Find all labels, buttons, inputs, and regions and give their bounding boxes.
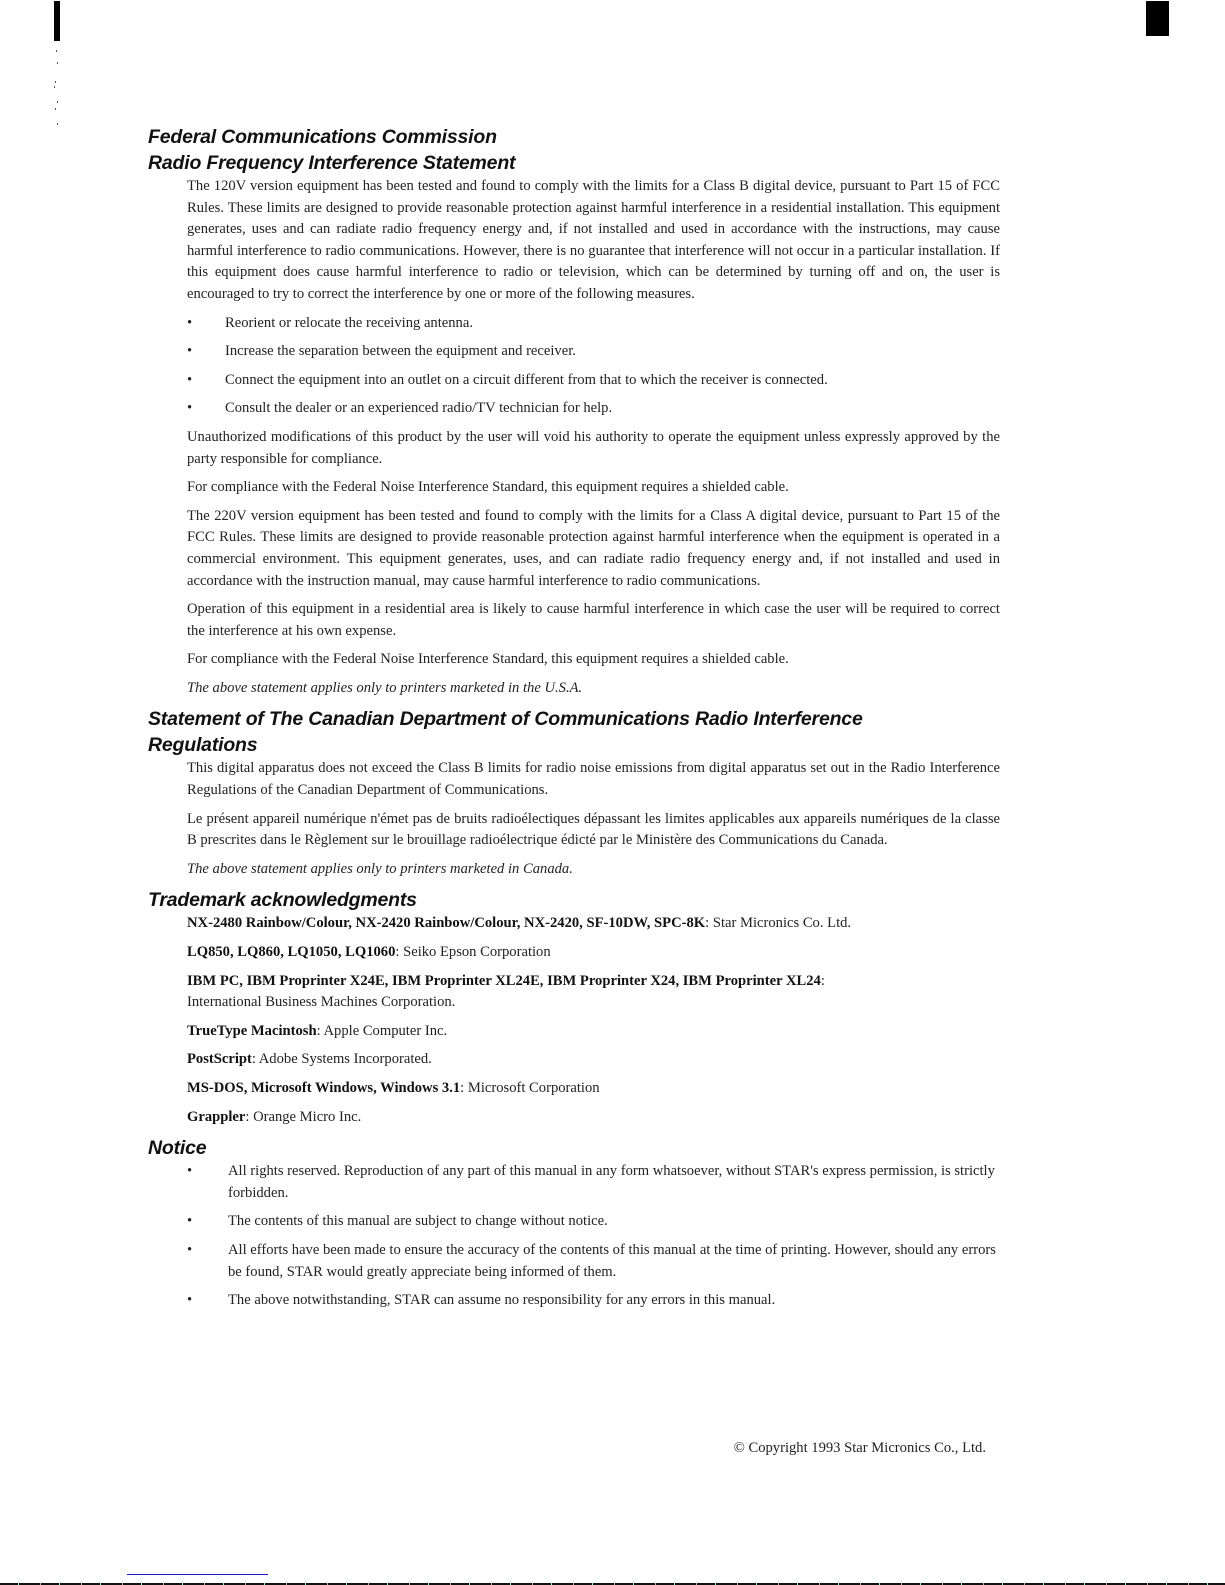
trademark-marks: LQ850, LQ860, LQ1050, LQ1060: [187, 944, 396, 961]
residential-operation-paragraph: Operation of this equipment in a residential area is likely to cause harmful interference in which case the user will be required to correct the interference at his own expense.: [187, 601, 1000, 639]
fcc-intro-paragraph: The 120V version equipment has been tested and found to comply with the limits for a Class B digital device, pursuant to Part 15 of FCC Rules. These limits are designed to provide reasonable protection against harmful interference in a residential installation. This equipment generates, uses and can radiate radio frequency energy and, if not installed and used in accordance with the instructions, may cause harmful interference to radio communications. However, there is no guarantee that interference will not occur in a particular installation. If this equipment does cause harmful interference to radio or television, which can be determined by turning off and on, the user is encouraged to try to correct the interference by one or more of the following measures.: [187, 178, 1000, 302]
canada-title-line1: Statement of The Canadian Department of Communications Radio Interference: [148, 708, 863, 731]
trademark-owner: Star Micronics Co. Ltd.: [712, 915, 852, 932]
trademark-entry: [187, 1049, 1000, 1071]
trademark-entry: [187, 1078, 1000, 1100]
scan-speck: [57, 101, 58, 103]
scan-speck: [55, 108, 56, 110]
list-item-text: The above notwithstanding, STAR can assume no responsibility for any errors in this manual.: [228, 1292, 776, 1309]
trademark-separator: :: [245, 1108, 254, 1125]
bullet-icon: •: [187, 1292, 193, 1309]
trademark-marks: IBM PC, IBM Proprinter X24E, IBM Proprinter XL24E, IBM Proprinter X24, IBM Proprinter XL24: [187, 972, 821, 989]
list-item: [187, 1290, 1000, 1312]
notice-title: Notice: [148, 1137, 207, 1160]
canada-section: [148, 706, 1000, 880]
list-item: [187, 1211, 1000, 1233]
list-item-text: Increase the separation between the equipment and receiver.: [225, 343, 576, 360]
list-item-text: Consult the dealer or an experienced radio/TV technician for help.: [225, 400, 613, 417]
shielded-cable-paragraph: For compliance with the Federal Noise Interference Standard, this equipment requires a shielded cable.: [187, 479, 789, 496]
trademark-marks: NX-2480 Rainbow/Colour, NX-2420 Rainbow/Colour, NX-2420, SF-10DW, SPC-8K: [187, 915, 706, 932]
trademark-owner: Adobe Systems Incorporated.: [258, 1051, 432, 1068]
list-item: [187, 313, 1000, 335]
list-item: [187, 1240, 1000, 1283]
list-item: [187, 341, 1000, 363]
fcc-body: [187, 176, 1000, 699]
trademark-marks: TrueType Macintosh: [187, 1022, 317, 1039]
trademark-marks: PostScript: [187, 1051, 252, 1068]
trademark-entry: [187, 913, 1000, 935]
trademarks-body: [187, 913, 1000, 1128]
bullet-icon: •: [187, 343, 193, 360]
trademark-owner: Orange Micro Inc.: [253, 1108, 362, 1125]
bullet-icon: •: [187, 1241, 193, 1258]
notice-body: [187, 1161, 1000, 1312]
canada-title-line2: Regulations: [148, 734, 258, 757]
scan-speck: [56, 50, 57, 52]
copyright-notice: © Copyright 1993 Star Micronics Co., Ltd.: [733, 1440, 986, 1456]
list-item-text: Connect the equipment into an outlet on a circuit different from that to which the receiver is connected.: [225, 371, 828, 388]
trademark-entry: [187, 942, 1000, 964]
bullet-icon: •: [187, 1213, 193, 1230]
canada-english-paragraph: This digital apparatus does not exceed the Class B limits for radio noise emissions from digital apparatus set out in the Radio Interference Regulations of the Canadian Department of Communications.: [187, 760, 1000, 799]
bullet-icon: •: [187, 314, 193, 331]
canada-note: The above statement applies only to printers marketed in Canada.: [187, 860, 573, 877]
notice-section: [148, 1135, 1000, 1312]
notice-list: [187, 1161, 1000, 1312]
trademarks-title: Trademark acknowledgments: [148, 889, 417, 912]
trademark-separator: :: [395, 944, 404, 961]
list-item-text: The contents of this manual are subject to change without notice.: [228, 1213, 608, 1230]
trademark-owner: Seiko Epson Corporation: [403, 944, 551, 961]
fcc-title-line1: Federal Communications Commission: [148, 126, 497, 148]
list-item: [187, 1161, 1000, 1204]
scan-speck: [57, 123, 58, 125]
scan-speck: [54, 86, 55, 88]
fcc-title-line2: Radio Frequency Interference Statement: [148, 152, 516, 174]
shielded-cable-paragraph-2: For compliance with the Federal Noise Interference Standard, this equipment requires a shielded cable.: [187, 651, 789, 668]
trademark-entry: [187, 971, 827, 1014]
bullet-icon: •: [187, 371, 193, 388]
trademark-entry: [187, 1107, 1000, 1129]
list-item-text: All efforts have been made to ensure the accuracy of the contents of this manual at the time of printing. However, should any errors be found, STAR would greatly appreciate being informed of them.: [228, 1241, 996, 1280]
trademark-entry: [187, 1021, 1000, 1043]
trademark-marks: MS-DOS, Microsoft Windows, Windows 3.1: [187, 1080, 461, 1096]
canada-french-paragraph: Le présent appareil numérique n'émet pas de bruits radioélectiques dépassant les limites applicables aux appareils numériques de la classe B prescrites dans le Règlement sur le brouillage radioélectrique édicté par le Ministère des Communications du Canada.: [187, 810, 1000, 849]
trademark-separator: :: [705, 915, 713, 932]
trademark-owner: International Business Machines Corporation.: [187, 994, 456, 1011]
trademark-owner: Apple Computer Inc.: [323, 1022, 448, 1039]
list-item-text: Reorient or relocate the receiving antenna.: [225, 314, 473, 331]
trademark-separator: :: [460, 1080, 468, 1096]
trademarks-section: [148, 887, 1000, 1128]
bullet-icon: •: [187, 400, 193, 417]
scan-registration-mark-right: [1146, 1, 1169, 36]
trademark-separator: :: [820, 972, 825, 989]
list-item: [187, 398, 1000, 420]
scan-speck: [55, 81, 56, 83]
unauthorized-modifications-paragraph: Unauthorized modifications of this product by the user will void his authority to operate the equipment unless expressly approved by the party responsible for compliance.: [187, 428, 1000, 467]
fcc-section: [148, 124, 1000, 699]
scan-registration-mark-left: [54, 1, 60, 41]
usa-note: The above statement applies only to printers marketed in the U.S.A.: [187, 679, 583, 696]
canada-body: [187, 758, 1000, 880]
trademark-separator: :: [251, 1051, 259, 1068]
trademark-separator: :: [316, 1022, 324, 1039]
trademark-marks: Grappler: [187, 1108, 246, 1125]
list-item: [187, 370, 1000, 392]
trademark-owner: Microsoft Corporation: [467, 1080, 600, 1096]
list-item-text: All rights reserved. Reproduction of any part of this manual in any form whatsoever, without STAR's express permission, is strictly forbidden.: [228, 1163, 995, 1201]
bullet-icon: •: [187, 1163, 193, 1180]
scan-blue-line: [127, 1574, 268, 1575]
scan-speck: [57, 62, 58, 64]
document-content: [148, 124, 1000, 1319]
fcc-measures-list: [187, 313, 1000, 420]
220v-paragraph: The 220V version equipment has been tested and found to comply with the limits for a Class A digital device, pursuant to Part 15 of the FCC Rules. These limits are designed to provide reasonable protection against harmful interference when the equipment is operated in a commercial environment. This equipment generates, uses, and can radiate radio frequency energy and, if not installed and used in accordance with the instruction manual, may cause harmful interference to radio communications.: [187, 507, 1000, 589]
